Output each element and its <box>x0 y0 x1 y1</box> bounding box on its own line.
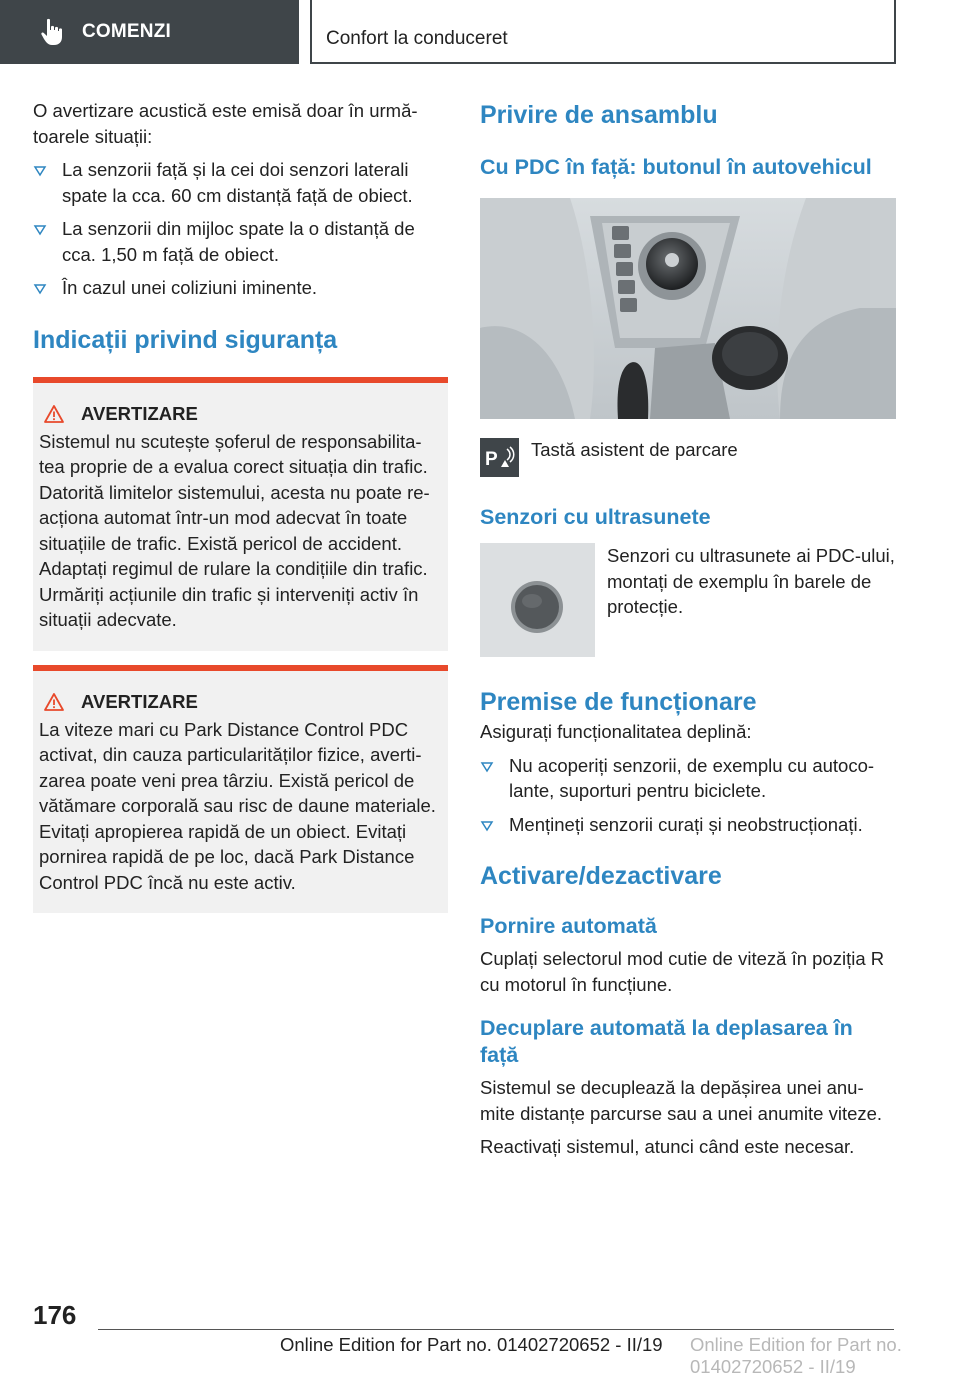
footer-edition: Online Edition for Part no. 01402720652 - II/19 <box>280 1334 663 1355</box>
list-item: La senzorii din mijloc spate la o distanță de cca. 1,50 m față de obiect. <box>33 216 448 267</box>
safety-heading: Indicații privind siguranța <box>33 325 338 354</box>
warning-box <box>33 377 448 651</box>
chapter-tab <box>310 0 896 64</box>
park-assist-button-icon <box>480 438 519 477</box>
list-item: Nu acoperiți senzorii, de exemplu cu autoco-lante, suporturi pentru biciclete. <box>480 753 896 804</box>
warning-text: Sistemul nu scutește șoferul de responsabilita-tea proprie de a evalua corect situația din trafic. Datorită limitelor sistemului, acesta nu poate re-acționa automat într-un mod adecvat în toate situațiile de trafic. Există pericol de accident. Adaptați regimul de rulare la condițiile din trafic. Urmăriți acțiunile din trafic și interveniți activ în situații adecvate. <box>39 430 430 630</box>
overview-heading: Privire de ansamblu <box>480 101 718 129</box>
warning-triangle-icon <box>44 404 64 424</box>
triangle-bullet-icon <box>481 762 493 772</box>
premise-intro: Asigurați funcționalitatea deplină: <box>480 721 752 742</box>
sensors-text: Senzori cu ultrasunete ai PDC-ului, montați de exemplu în barele de protecție. <box>607 545 895 617</box>
button-caption-row <box>480 438 896 477</box>
list-item: În cazul unei coliziuni iminente. <box>33 275 448 301</box>
reactivate-text: Reactivați sistemul, atunci când este necesar. <box>480 1136 855 1157</box>
hand-pointer-icon <box>38 17 68 47</box>
sensors-row <box>480 543 896 657</box>
triangle-bullet-icon <box>481 821 493 831</box>
intro-paragraph: O avertizare acustică este emisă doar în urmă-toarele situații: <box>33 100 418 147</box>
activation-heading: Activare/dezactivare <box>480 862 722 890</box>
watermark: Online Edition for Part no. 01402720652 - II/19 <box>690 1334 902 1377</box>
chapter-title: Confort la conduceret <box>326 28 508 49</box>
warning-title: AVERTIZARE <box>81 402 198 424</box>
triangle-bullet-icon <box>34 284 46 294</box>
auto-start-heading: Pornire automată <box>480 914 657 938</box>
footer-divider <box>98 1329 894 1330</box>
triangle-bullet-icon <box>34 166 46 176</box>
left-column <box>33 98 448 913</box>
button-caption: Tastă asistent de parcare <box>531 439 738 460</box>
warning-header <box>44 403 440 425</box>
section-title: COMENZI <box>82 21 172 42</box>
pdc-front-heading: Cu PDC în față: butonul în autovehicul <box>480 155 872 179</box>
auto-off-heading: Decuplare automată la deplasarea în față <box>480 1016 853 1067</box>
triangle-bullet-icon <box>34 225 46 235</box>
auto-start-text: Cuplați selectorul mod cutie de viteză în poziția R cu motorul în funcțiune. <box>480 948 885 995</box>
warning-title: AVERTIZARE <box>81 690 198 712</box>
list-item: La senzorii față și la cei doi senzori laterali spate la cca. 60 cm distanță față de obiect. <box>33 157 448 208</box>
premise-heading: Premise de funcționare <box>480 688 757 716</box>
premise-list <box>480 753 896 838</box>
svg-text:P: P <box>485 449 498 470</box>
warning-box <box>33 665 448 914</box>
section-tab <box>0 0 299 64</box>
list-item: Mențineți senzorii curați și neobstrucționați. <box>480 812 896 838</box>
warning-text: La viteze mari cu Park Distance Control PDC activat, din cauza particularităților fizice, averti-zarea poate veni prea târziu. Există pericol de vătămare corporală sau risc de daune materiale. Evitați apropierea rapidă de un obiect. Evitați pornirea rapidă de pe loc, dacă Park Distance Control PDC încă nu este activ. <box>39 718 436 893</box>
page-number: 176 <box>33 1300 77 1330</box>
sensors-heading: Senzori cu ultrasunete <box>480 505 711 529</box>
right-column <box>480 100 896 1160</box>
center-console-photo <box>480 198 896 419</box>
warning-triangle-icon <box>44 692 64 712</box>
warning-header <box>44 691 440 713</box>
auto-off-text: Sistemul se decuplează la depășirea unei anu-mite distanțe parcurse sau a unei anumite viteze. <box>480 1077 883 1124</box>
intro-list <box>33 157 448 301</box>
ultrasonic-sensor-image <box>480 543 595 657</box>
